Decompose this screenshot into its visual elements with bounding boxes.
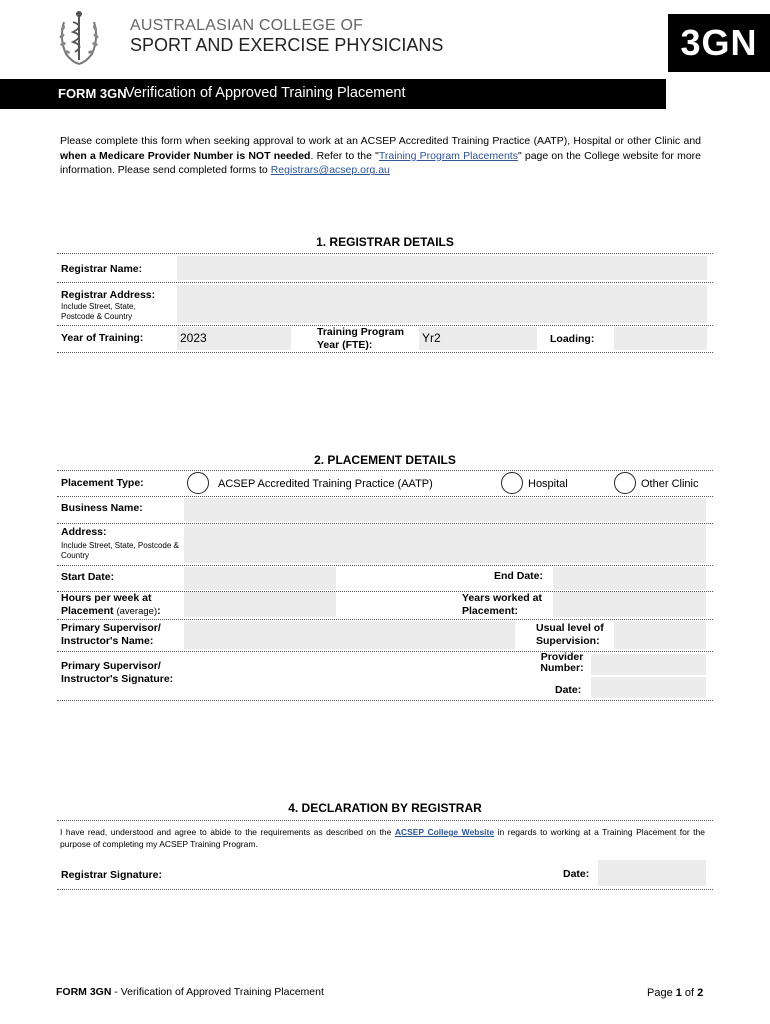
registrar-signature-input[interactable]	[184, 860, 544, 886]
address-label-text: Address:	[61, 526, 107, 538]
supervisor-name-label: Primary Supervisor/ Instructor's Name:	[61, 622, 161, 647]
years-worked-label: Years worked at Placement:	[462, 592, 542, 617]
divider	[57, 352, 713, 353]
org-name-line1: AUSTRALASIAN COLLEGE OF	[130, 17, 364, 34]
registrar-address-label	[61, 289, 171, 322]
declaration-text-1: I have read, understood and agree to abide to the requirements as described on the	[60, 827, 395, 837]
intro-text-1: Please complete this form when seeking approval to work at an ACSEP Accredited Training Practice (AATP), Hospital or other Clinic and	[60, 135, 701, 147]
page-total: 2	[697, 987, 704, 999]
declaration-date-label: Date:	[563, 868, 590, 880]
training-program-year-value: Yr2	[422, 331, 441, 345]
usual-level-label: Usual level of Supervision:	[536, 622, 604, 647]
hours-label-avg: (average)	[116, 606, 158, 617]
year-of-training-value: 2023	[180, 331, 207, 345]
registrar-address-hint: Include Street, State, Postcode & Country	[61, 302, 136, 321]
org-name-line2: SPORT AND EXERCISE PHYSICIANS	[130, 35, 444, 55]
section2-title: 2. PLACEMENT DETAILS	[314, 453, 456, 467]
intro-paragraph	[60, 134, 701, 178]
divider	[57, 470, 713, 471]
hours-label-line2: Placement	[61, 605, 114, 617]
hours-label-line1: Hours per week at	[61, 592, 152, 604]
signature-date-input[interactable]	[591, 677, 706, 698]
registrars-email-link[interactable]: Registrars@acsep.org.au	[270, 164, 390, 177]
radio-hospital[interactable]	[501, 472, 523, 494]
page-number	[647, 987, 703, 999]
declaration-text-2: in regards to working at a Training Placement for the purpose of completing my ACSEP Training Program.	[60, 827, 705, 849]
footer-form-title	[56, 986, 324, 998]
divider	[57, 700, 713, 701]
divider	[57, 282, 713, 283]
section4-title: 4. DECLARATION BY REGISTRAR	[288, 801, 482, 815]
page-of: of	[681, 987, 698, 999]
intro-bold: when a Medicare Provider Number is NOT needed	[60, 149, 311, 162]
acsep-website-link[interactable]: ACSEP College Website	[394, 827, 495, 837]
form-code-badge: 3GN	[668, 14, 770, 72]
training-placements-link[interactable]: Training Program Placements	[378, 149, 518, 162]
divider	[57, 651, 713, 652]
divider	[57, 496, 713, 497]
years-worked-input[interactable]	[553, 592, 706, 617]
provider-number-input[interactable]	[591, 654, 706, 675]
training-program-year-label: Training Program Year (FTE):	[317, 326, 404, 351]
radio-other-clinic-label: Other Clinic	[641, 478, 699, 490]
form-title-label: FORM 3GN	[58, 86, 127, 101]
form-title-text: Verification of Approved Training Placement	[125, 85, 406, 101]
divider	[57, 253, 713, 254]
year-of-training-label: Year of Training:	[61, 332, 144, 344]
declaration-date-input[interactable]	[598, 860, 706, 886]
address-label	[61, 526, 181, 561]
start-date-label: Start Date:	[61, 571, 115, 583]
intro-text-3: " page on the College website for more information. Please send completed forms to	[60, 149, 702, 177]
section1-title: 1. REGISTRAR DETAILS	[316, 235, 454, 249]
hours-per-week-input[interactable]	[184, 592, 336, 617]
usual-level-input[interactable]	[614, 621, 706, 649]
loading-input[interactable]	[614, 327, 707, 350]
college-logo	[56, 8, 102, 68]
registrar-name-input[interactable]	[177, 256, 707, 280]
footer-title-text: - Verification of Approved Training Placement	[111, 986, 324, 998]
radio-other-clinic[interactable]	[614, 472, 636, 494]
signature-date-label: Date:	[555, 684, 582, 696]
page-current: 1	[675, 987, 682, 999]
divider	[57, 820, 713, 821]
divider	[57, 619, 713, 620]
declaration-text	[60, 827, 705, 850]
supervisor-signature-label: Primary Supervisor/ Instructor's Signature:	[61, 660, 174, 685]
end-date-input[interactable]	[553, 567, 706, 590]
divider	[57, 565, 713, 566]
footer-form-label: FORM 3GN	[56, 986, 112, 998]
business-name-label: Business Name:	[61, 502, 143, 514]
start-date-input[interactable]	[184, 567, 336, 590]
address-input[interactable]	[184, 525, 706, 563]
radio-aatp-label: ACSEP Accredited Training Practice (AATP)	[218, 478, 433, 490]
radio-aatp[interactable]	[187, 472, 209, 494]
page-prefix: Page	[647, 987, 676, 999]
placement-type-label: Placement Type:	[61, 477, 144, 489]
divider	[57, 889, 713, 890]
intro-text-2: . Refer to the "	[310, 149, 379, 162]
registrar-name-label: Registrar Name:	[61, 263, 143, 275]
hours-per-week-label: Hours per week at Placement (average):	[61, 592, 161, 617]
registrar-address-input[interactable]	[177, 285, 707, 323]
registrar-address-label-text: Registrar Address:	[61, 289, 156, 301]
address-hint: Include Street, State, Postcode & Country	[61, 541, 179, 560]
registrar-signature-label: Registrar Signature:	[61, 869, 162, 881]
provider-number-label: Provider Number:	[540, 651, 584, 674]
loading-label: Loading:	[550, 333, 595, 345]
supervisor-name-input[interactable]	[184, 621, 515, 649]
business-name-input[interactable]	[184, 498, 706, 522]
divider	[57, 523, 713, 524]
form-title-bar	[0, 79, 666, 109]
radio-hospital-label: Hospital	[528, 478, 568, 490]
end-date-label: End Date:	[494, 570, 544, 582]
